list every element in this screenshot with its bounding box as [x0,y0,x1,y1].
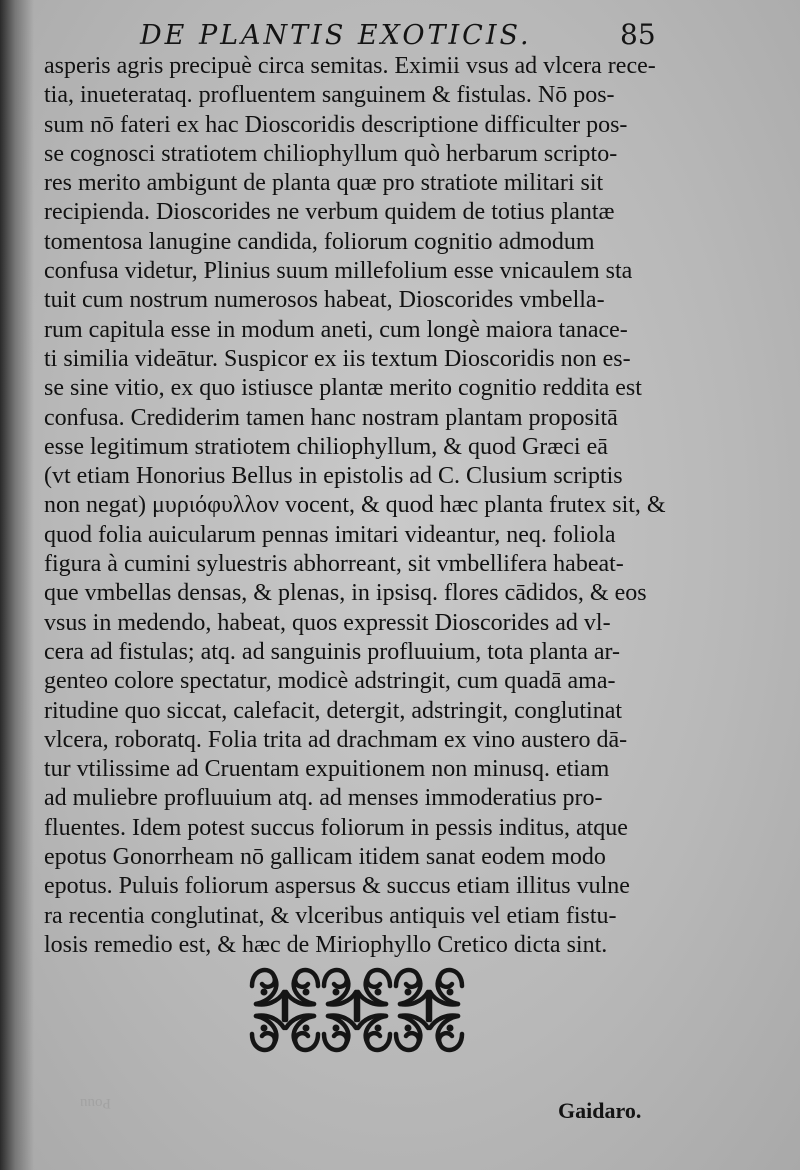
text-line: ra recentia conglutinat, & vlceribus antiquis vel etiam fistu- [44,902,617,929]
text-line: figura à cumini syluestris abhorreant, sit vmbellifera habeat- [44,551,624,578]
text-line: non negat) μυριόφυλλον vocent, & quod hæc planta frutex sit, & [44,492,666,519]
text-line: vlcera, roboratq. Folia trita ad drachmam ex vino austero dā- [44,726,628,753]
text-line: epotus. Puluis foliorum aspersus & succus etiam illitus vulne [44,873,630,900]
text-line: confusa videtur, Plinius suum millefolium esse vnicaulem sta [44,258,633,285]
printers-ornament [248,962,468,1058]
page-header [0,12,800,52]
text-line: se cognosci stratiotem chiliophyllum quò herbarum scripto- [44,140,618,167]
text-line: tia, inueterataq. profluentem sanguinem & fistulas. Nō pos- [44,82,615,109]
text-line: tuit cum nostrum numerosos habeat, Dioscorides vmbella- [44,287,605,314]
text-line: quod folia auicularum pennas imitari videantur, neq. foliola [44,521,616,548]
text-line: ritudine quo siccat, calefacit, detergit, adstringit, conglutinat [44,697,623,724]
catchword: Gaidaro. [558,1098,642,1123]
text-line: tur vtilissime ad Cruentam expuitionem non minusq. etiam [44,756,610,783]
running-title: DE PLANTIS EXOTICIS. [140,20,532,51]
text-line: que vmbellas densas, & plenas, in ipsisq. flores cādidos, & eos [44,580,647,607]
text-line: asperis agris precipuè circa semitas. Eximii vsus ad vlcera rece- [44,53,656,79]
text-line: tomentosa lanugine candida, foliorum cognitio admodum [44,228,595,255]
text-line: cera ad fistulas; atq. ad sanguinis profluuium, tota planta ar- [44,638,621,665]
main-text [44,52,674,960]
text-line: confusa. Crediderim tamen hanc nostram plantam propositā [44,404,618,431]
page-number: 85 [620,18,656,51]
text-line: recipienda. Dioscorides ne verbum quidem de totius plantæ [44,199,615,226]
text-line: res merito ambigunt de planta quæ pro stratiote militari sit [44,170,604,197]
text-line: (vt etiam Honorius Bellus in epistolis ad C. Clusium scriptis [44,463,623,490]
text-line: losis remedio est, & hæc de Miriophyllo Cretico dicta sint. [44,931,608,958]
text-line: sum nō fateri ex hac Dioscoridis descriptione difficulter pos- [44,111,628,138]
text-line: epotus Gonorrheam nō gallicam itidem sanat eodem modo [44,844,606,871]
text-line: ad muliebre profluuium atq. ad menses immoderatius pro- [44,785,603,812]
text-line: genteo colore spectatur, modicè adstringit, cum quadā ama- [44,668,616,695]
text-line: se sine vitio, ex quo istiusce plantæ merito cognitio reddita est [44,375,642,402]
text-line: ti similia videātur. Suspicor ex iis textum Dioscoridis non es- [44,345,631,372]
text-line: esse legitimum stratiotem chiliophyllum, & quod Græci eā [44,433,608,460]
text-line: vsus in medendo, habeat, quos expressit Dioscorides ad vl- [44,609,611,636]
text-line: fluentes. Idem potest succus foliorum in pessis inditus, atque [44,814,628,841]
text-line: rum capitula esse in modum aneti, cum longè maiora tanace- [44,316,628,343]
page-binding-shadow [0,0,34,1170]
bleed-through-text: Pouu [80,1095,111,1111]
